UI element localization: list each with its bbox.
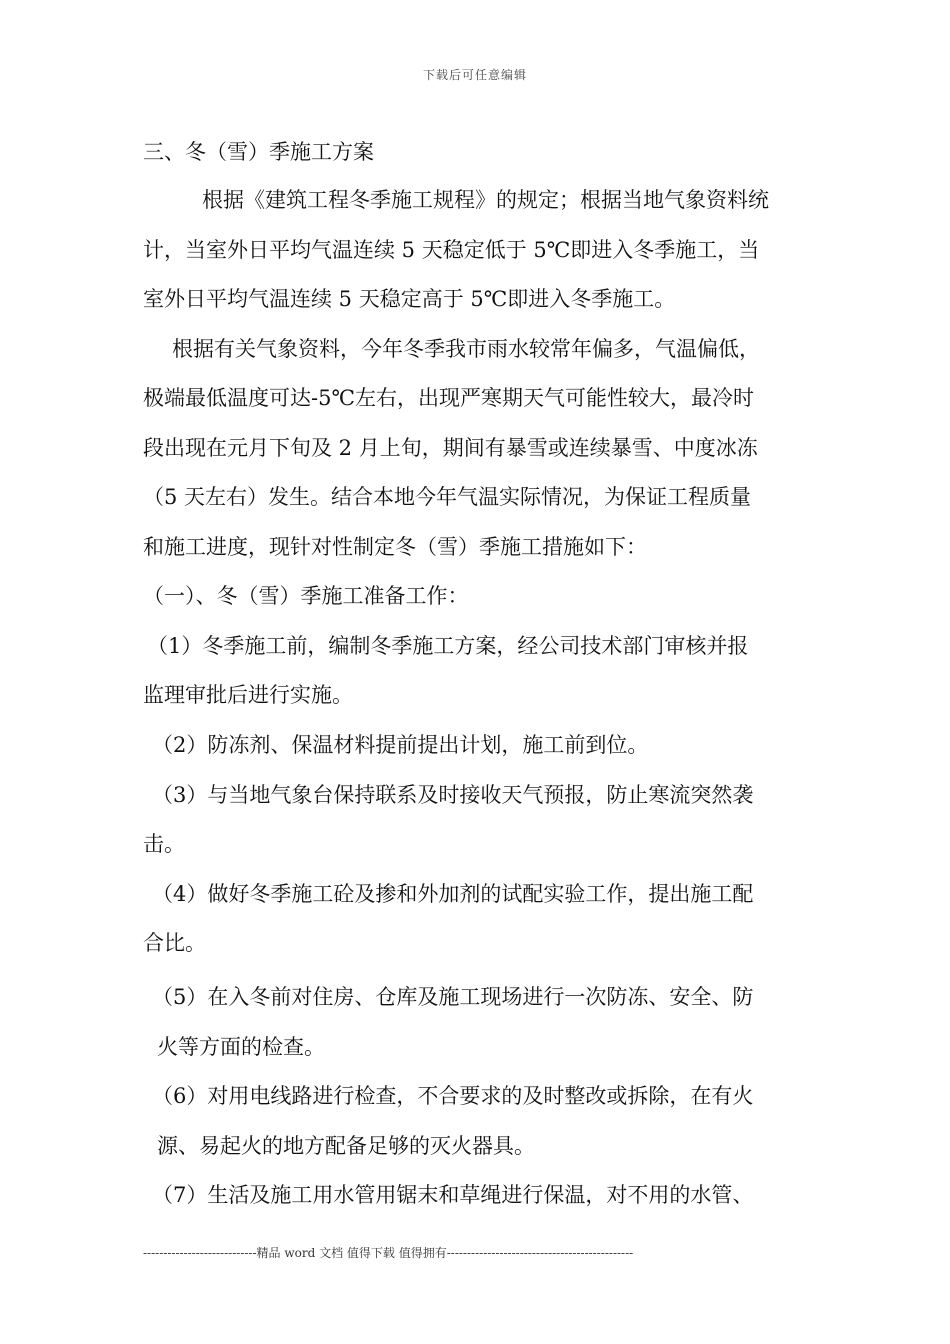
list-item-line: （1）冬季施工前，编制冬季施工方案，经公司技术部门审核并报 xyxy=(147,634,749,658)
list-item-line: （7）生活及施工用水管用锯末和草绳进行保温，对不用的水管、 xyxy=(152,1183,754,1207)
list-item-line: （5）在入冬前对住房、仓库及施工现场进行一次防冻、安全、防 xyxy=(152,985,754,1009)
list-item-line: （3）与当地气象台保持联系及时接收天气预报，防止寒流突然袭 xyxy=(152,783,754,807)
paragraph-line: 和施工进度，现针对性制定冬（雪）季施工措施如下： xyxy=(143,535,647,559)
paragraph-line: 根据有关气象资料，今年冬季我市雨水较常年偏多，气温偏低， xyxy=(172,337,760,361)
list-item-line: （6）对用电线路进行检查，不合要求的及时整改或拆除，在有火 xyxy=(152,1084,754,1108)
list-item-line: （4）做好冬季施工砼及掺和外加剂的试配实验工作，提出施工配 xyxy=(152,882,754,906)
paragraph-line: （5 天左右）发生。结合本地今年气温实际情况，为保证工程质量 xyxy=(143,485,752,509)
list-item-line: 合比。 xyxy=(143,931,206,955)
paragraph-line: 计，当室外日平均气温连续 5 天稳定低于 5℃即进入冬季施工，当 xyxy=(143,238,760,262)
list-item-line: 火等方面的检查。 xyxy=(157,1035,325,1059)
paragraph-line: 根据《建筑工程冬季施工规程》的规定；根据当地气象资料统 xyxy=(202,188,769,212)
paragraph-line: 极端最低温度可达-5℃左右，出现严寒期天气可能性较大，最冷时 xyxy=(143,386,754,410)
page-header: 下载后可任意编辑 xyxy=(422,68,527,82)
subsection-heading: （一）、冬（雪）季施工准备工作： xyxy=(143,584,469,608)
list-item-line: 源、易起火的地方配备足够的灭火器具。 xyxy=(157,1134,535,1158)
list-item-line: 监理审批后进行实施。 xyxy=(143,683,353,707)
page-footer: ----------------------------精品 word 文档 值得下载 值得拥有---------------------------------------------- xyxy=(143,1246,634,1260)
paragraph-line: 段出现在元月下旬及 2 月上旬，期间有暴雪或连续暴雪、中度冰冻 xyxy=(143,436,758,460)
list-item-line: （2）防冻剂、保温材料提前提出计划，施工前到位。 xyxy=(152,733,649,757)
section-heading: 三、冬（雪）季施工方案 xyxy=(143,140,374,164)
list-item-line: 击。 xyxy=(143,832,185,856)
paragraph-line: 室外日平均气温连续 5 天稳定高于 5℃即进入冬季施工。 xyxy=(143,287,676,311)
